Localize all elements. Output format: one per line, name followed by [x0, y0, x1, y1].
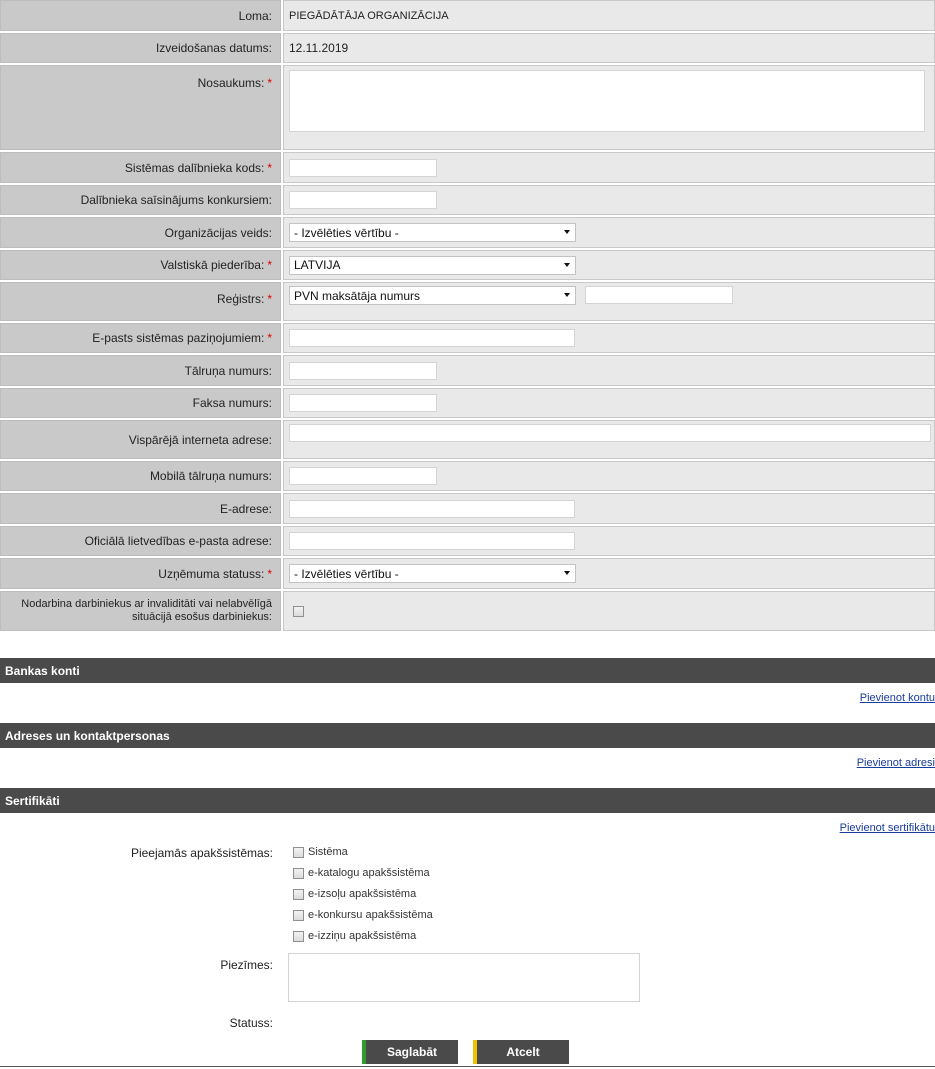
divider: [0, 1066, 935, 1067]
website-input[interactable]: [289, 424, 931, 442]
chevron-down-icon: [564, 263, 570, 267]
row-abbreviation: [0, 185, 935, 215]
subsystems-label: Pieejamās apakšsistēmas:: [130, 846, 273, 860]
label-disability: Nodarbina darbiniekus ar invaliditāti vai nelabvēlīgā situācijā esošus darbiniekus:: [0, 591, 281, 631]
value-system-code: [283, 152, 935, 183]
subsystem-item[interactable]: e-katalogu apakšsistēma: [293, 867, 430, 879]
value-disability: [283, 591, 935, 631]
label-register: Reģistrs: *: [0, 282, 281, 321]
row-e-address: [0, 493, 935, 524]
label-company-status: Uzņēmuma statuss: *: [0, 558, 281, 589]
subsystem-checkbox[interactable]: [293, 910, 304, 921]
label-created: Izveidošanas datums:: [0, 33, 281, 63]
row-created: [0, 33, 935, 63]
label-nationality: Valstiskā piederība: *: [0, 250, 281, 280]
section-header-certificates: Sertifikāti: [0, 788, 935, 813]
label-official-email: Oficiālā lietvedības e-pasta adrese:: [0, 526, 281, 556]
value-phone: [283, 355, 935, 386]
row-mobile: [0, 461, 935, 491]
row-company-status: [0, 558, 935, 589]
chevron-down-icon: [564, 293, 570, 297]
nationality-select[interactable]: LATVIJA: [289, 256, 576, 275]
value-register: [283, 282, 935, 321]
label-e-address: E-adrese:: [0, 493, 281, 524]
label-org-type: Organizācijas veids:: [0, 217, 281, 248]
value-mobile: [283, 461, 935, 491]
phone-input[interactable]: [289, 362, 437, 380]
row-loma: [0, 0, 935, 31]
company-status-select[interactable]: - Izvēlēties vērtību -: [289, 564, 576, 583]
notes-label: Piezīmes:: [220, 958, 273, 972]
add-account-link[interactable]: Pievienot kontu: [859, 692, 935, 704]
label-phone: Tālruņa numurs:: [0, 355, 281, 386]
subsystem-item[interactable]: e-konkursu apakšsistēma: [293, 909, 433, 921]
fax-input[interactable]: [289, 394, 437, 412]
row-website: [0, 420, 935, 459]
subsystem-item[interactable]: e-izziņu apakšsistēma: [293, 930, 416, 942]
value-org-type: [283, 217, 935, 248]
label-loma: Loma:: [0, 0, 281, 31]
row-official-email: [0, 526, 935, 556]
value-nationality: [283, 250, 935, 280]
value-email: [283, 323, 935, 353]
row-phone: [0, 355, 935, 386]
mobile-input[interactable]: [289, 467, 437, 485]
row-org-type: [0, 217, 935, 248]
label-system-code: Sistēmas dalībnieka kods: *: [0, 152, 281, 183]
row-fax: [0, 388, 935, 418]
value-company-status: [283, 558, 935, 589]
value-name: [283, 65, 935, 150]
label-abbreviation: Dalībnieka saīsinājums konkursiem:: [0, 185, 281, 215]
system-code-input[interactable]: [289, 159, 437, 177]
e-address-input[interactable]: [289, 500, 575, 518]
label-mobile: Mobilā tālruņa numurs:: [0, 461, 281, 491]
section-header-bank-accounts: Bankas konti: [0, 658, 935, 683]
chevron-down-icon: [564, 230, 570, 234]
row-disability: [0, 591, 935, 631]
subsystem-checkbox[interactable]: [293, 931, 304, 942]
value-created: 12.11.2019: [283, 33, 935, 63]
value-fax: [283, 388, 935, 418]
value-official-email: [283, 526, 935, 556]
add-address-link[interactable]: Pievienot adresi: [856, 757, 935, 769]
value-website: [283, 420, 935, 459]
official-email-input[interactable]: [289, 532, 575, 550]
subsystem-checkbox[interactable]: [293, 889, 304, 900]
org-type-select[interactable]: - Izvēlēties vērtību -: [289, 223, 576, 242]
notes-textarea[interactable]: [288, 953, 640, 1002]
email-input[interactable]: [289, 329, 575, 347]
register-number-input[interactable]: [585, 286, 733, 304]
value-e-address: [283, 493, 935, 524]
name-textarea[interactable]: [289, 70, 925, 132]
abbreviation-input[interactable]: [289, 191, 437, 209]
row-system-code: [0, 152, 935, 183]
subsystem-checkbox[interactable]: [293, 847, 304, 858]
label-website: Vispārējā interneta adrese:: [0, 420, 281, 459]
cancel-button[interactable]: Atcelt: [473, 1040, 569, 1064]
label-name: Nosaukums: *: [0, 65, 281, 150]
row-register: [0, 282, 935, 321]
section-header-addresses: Adreses un kontaktpersonas: [0, 723, 935, 748]
row-email: [0, 323, 935, 353]
status-label: Statuss:: [229, 1016, 273, 1030]
register-select[interactable]: PVN maksātāja numurs: [289, 286, 576, 305]
value-abbreviation: [283, 185, 935, 215]
subsystem-item[interactable]: Sistēma: [293, 846, 348, 858]
chevron-down-icon: [564, 571, 570, 575]
disability-checkbox[interactable]: [293, 606, 304, 617]
label-email: E-pasts sistēmas paziņojumiem: *: [0, 323, 281, 353]
subsystem-checkbox[interactable]: [293, 868, 304, 879]
value-loma: PIEGĀDĀTĀJA ORGANIZĀCIJA: [283, 0, 935, 31]
label-fax: Faksa numurs:: [0, 388, 281, 418]
add-certificate-link[interactable]: Pievienot sertifikātu: [839, 822, 935, 834]
row-name: [0, 65, 935, 150]
row-nationality: [0, 250, 935, 280]
save-button[interactable]: Saglabāt: [362, 1040, 458, 1064]
subsystem-item[interactable]: e-izsoļu apakšsistēma: [293, 888, 416, 900]
